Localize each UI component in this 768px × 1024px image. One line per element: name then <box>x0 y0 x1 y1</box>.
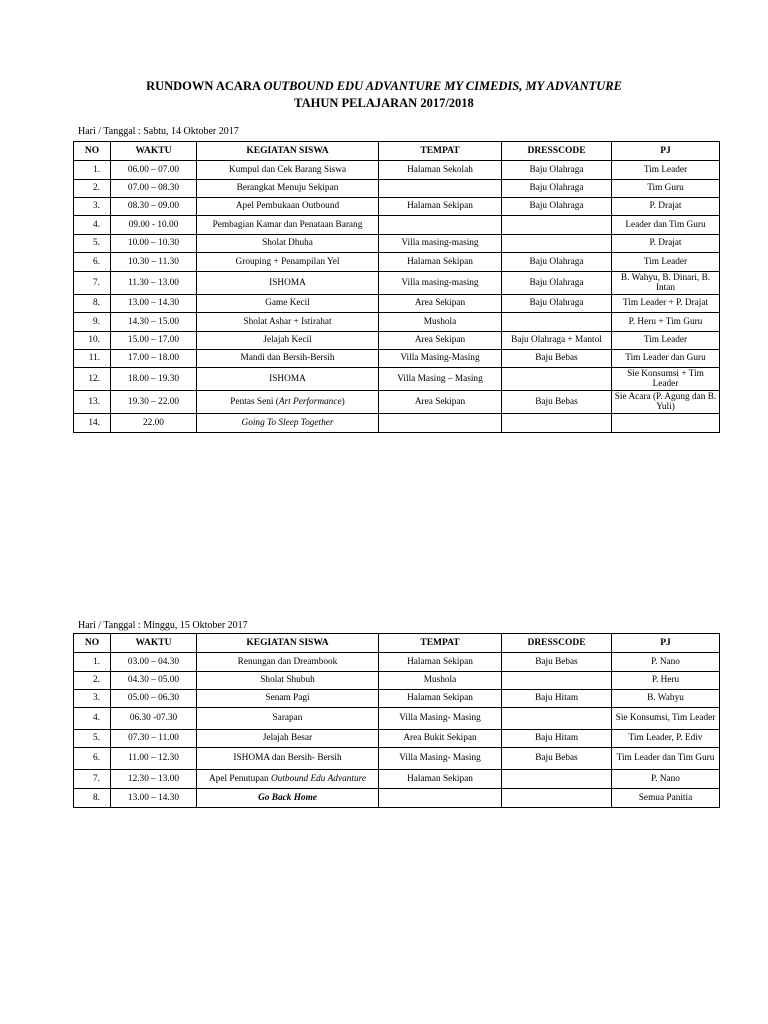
kegiatan-text: Kumpul dan Cek Barang Siswa <box>228 164 347 175</box>
kegiatan-text: Sholat Ashar + Istirahat <box>243 316 332 327</box>
table-row <box>74 332 720 350</box>
header-pj: PJ <box>612 634 720 653</box>
cell-kegiatan <box>197 272 379 295</box>
kegiatan-text: Sholat Shubuh <box>260 675 315 686</box>
cell-no: 6. <box>74 748 111 770</box>
cell-waktu: 05.00 – 06.30 <box>111 690 197 708</box>
table-row <box>74 272 720 295</box>
kegiatan-text: Pembagian Kamar dan Penataan Barang <box>212 219 363 230</box>
kegiatan-suffix-text: ) <box>341 396 345 407</box>
cell-waktu: 09.00 - 10.00 <box>111 216 197 235</box>
cell-waktu: 06.30 -07.30 <box>111 708 197 730</box>
title-prefix: RUNDOWN ACARA <box>146 79 264 93</box>
cell-no: 14. <box>74 414 111 433</box>
document-title-line1 <box>0 78 768 94</box>
kegiatan-text: Jelajah Kecil <box>263 335 312 346</box>
kegiatan-text: Sholat Dhuha <box>262 238 313 249</box>
cell-kegiatan <box>197 295 379 313</box>
cell-pj <box>612 414 720 433</box>
cell-tempat: Halaman Sekipan <box>379 198 502 216</box>
cell-no: 12. <box>74 368 111 391</box>
cell-waktu: 17.00 – 18.00 <box>111 350 197 368</box>
cell-dresscode: Baju Olahraga + Mantol <box>502 332 612 350</box>
header-dresscode: DRESSCODE <box>502 142 612 161</box>
cell-no: 11. <box>74 350 111 368</box>
table-row <box>74 295 720 313</box>
cell-waktu: 14.30 – 15.00 <box>111 313 197 332</box>
cell-tempat: Villa Masing- Masing <box>379 708 502 730</box>
cell-waktu: 15.00 – 17.00 <box>111 332 197 350</box>
kegiatan-text: Apel Pembukaan Outbound <box>235 201 340 212</box>
cell-pj: Tim Guru <box>612 180 720 198</box>
cell-pj: Semua Panitia <box>612 789 720 808</box>
cell-tempat <box>379 216 502 235</box>
header-no: NO <box>74 634 111 653</box>
cell-dresscode: Baju Olahraga <box>502 272 612 295</box>
header-pj: PJ <box>612 142 720 161</box>
kegiatan-bold-italic-text: Go Back Home <box>258 792 317 803</box>
day1-table-body <box>74 161 720 433</box>
cell-no: 1. <box>74 161 111 180</box>
cell-pj: P. Nano <box>612 770 720 789</box>
cell-waktu: 07.30 – 11.00 <box>111 730 197 748</box>
cell-no: 8. <box>74 295 111 313</box>
cell-no: 10. <box>74 332 111 350</box>
kegiatan-text: ISHOMA <box>269 373 306 384</box>
day2-date-label: Hari / Tanggal : Minggu, 15 Oktober 2017 <box>78 620 248 631</box>
cell-no: 7. <box>74 770 111 789</box>
cell-no: 2. <box>74 672 111 690</box>
kegiatan-italic-text: Art Performance <box>278 396 342 407</box>
cell-kegiatan <box>197 216 379 235</box>
cell-kegiatan <box>197 708 379 730</box>
kegiatan-text: Jelajah Besar <box>262 733 313 744</box>
cell-dresscode: Baju Bebas <box>502 391 612 414</box>
cell-no: 13. <box>74 391 111 414</box>
cell-pj: Tim Leader dan Guru <box>612 350 720 368</box>
cell-tempat: Area Sekipan <box>379 332 502 350</box>
day1-date-label: Hari / Tanggal : Sabtu, 14 Oktober 2017 <box>78 126 239 137</box>
kegiatan-text: Berangkat Menuju Sekipan <box>236 183 339 194</box>
cell-no: 3. <box>74 690 111 708</box>
day2-table-body <box>74 653 720 808</box>
cell-waktu: 06.00 – 07.00 <box>111 161 197 180</box>
cell-kegiatan <box>197 748 379 770</box>
cell-dresscode <box>502 313 612 332</box>
cell-pj: P. Drajat <box>612 198 720 216</box>
cell-dresscode: Baju Bebas <box>502 748 612 770</box>
cell-tempat: Halaman Sekipan <box>379 690 502 708</box>
table-header-row <box>74 142 720 161</box>
cell-pj: Sie Acara (P. Agung dan B. Yuli) <box>612 391 720 414</box>
cell-kegiatan <box>197 789 379 808</box>
cell-tempat: Halaman Sekipan <box>379 770 502 789</box>
cell-waktu: 10.00 – 10.30 <box>111 235 197 253</box>
cell-waktu: 13.00 – 14.30 <box>111 295 197 313</box>
cell-dresscode <box>502 216 612 235</box>
cell-dresscode <box>502 414 612 433</box>
cell-dresscode: Baju Bebas <box>502 350 612 368</box>
cell-tempat: Area Sekipan <box>379 391 502 414</box>
document-title-line2: TAHUN PELAJARAN 2017/2018 <box>294 96 474 110</box>
table-row <box>74 161 720 180</box>
cell-no: 3. <box>74 198 111 216</box>
header-kegiatan: KEGIATAN SISWA <box>197 634 379 653</box>
table-row <box>74 748 720 770</box>
table-row <box>74 180 720 198</box>
cell-waktu: 10.30 – 11.30 <box>111 253 197 272</box>
cell-dresscode: Baju Olahraga <box>502 161 612 180</box>
cell-pj: Tim Leader dan Tim Guru <box>612 748 720 770</box>
cell-no: 4. <box>74 708 111 730</box>
title-event-name: OUTBOUND EDU ADVANTURE MY CIMEDIS, MY ADVANTURE <box>263 79 622 93</box>
header-tempat: TEMPAT <box>379 634 502 653</box>
cell-pj: P. Heru <box>612 672 720 690</box>
cell-tempat: Villa masing-masing <box>379 272 502 295</box>
cell-no: 1. <box>74 653 111 672</box>
cell-tempat: Mushola <box>379 672 502 690</box>
cell-waktu: 19.30 – 22.00 <box>111 391 197 414</box>
cell-kegiatan <box>197 350 379 368</box>
cell-tempat: Halaman Sekolah <box>379 161 502 180</box>
cell-waktu: 18.00 – 19.30 <box>111 368 197 391</box>
cell-tempat: Villa Masing – Masing <box>379 368 502 391</box>
kegiatan-text: Renungan dan Dreambook <box>237 656 338 667</box>
cell-kegiatan <box>197 253 379 272</box>
cell-kegiatan <box>197 414 379 433</box>
cell-kegiatan <box>197 653 379 672</box>
kegiatan-italic-text: Outbound Edu Advanture <box>270 773 366 784</box>
table-row <box>74 391 720 414</box>
kegiatan-text: Grouping + Penampilan Yel <box>235 256 340 267</box>
kegiatan-text: Apel Penutupan <box>209 773 271 784</box>
kegiatan-italic-text: Going To Sleep Together <box>241 417 334 428</box>
cell-kegiatan <box>197 391 379 414</box>
cell-kegiatan <box>197 332 379 350</box>
cell-tempat: Mushola <box>379 313 502 332</box>
header-waktu: WAKTU <box>111 634 197 653</box>
cell-pj: Tim Leader + P. Drajat <box>612 295 720 313</box>
cell-dresscode <box>502 368 612 391</box>
cell-waktu: 11.00 – 12.30 <box>111 748 197 770</box>
cell-tempat: Area Bukit Sekipan <box>379 730 502 748</box>
header-tempat: TEMPAT <box>379 142 502 161</box>
cell-waktu: 03.00 – 04.30 <box>111 653 197 672</box>
cell-waktu: 22.00 <box>111 414 197 433</box>
cell-dresscode <box>502 770 612 789</box>
cell-no: 8. <box>74 789 111 808</box>
cell-dresscode <box>502 708 612 730</box>
cell-pj: Tim Leader <box>612 253 720 272</box>
cell-no: 6. <box>74 253 111 272</box>
cell-no: 7. <box>74 272 111 295</box>
cell-no: 2. <box>74 180 111 198</box>
cell-dresscode: Baju Hitam <box>502 730 612 748</box>
cell-pj: B. Wahyu, B. Dinari, B. Intan <box>612 272 720 295</box>
table-row <box>74 235 720 253</box>
cell-tempat <box>379 789 502 808</box>
kegiatan-text: Pentas Seni ( <box>230 396 279 407</box>
cell-no: 9. <box>74 313 111 332</box>
table-row <box>74 789 720 808</box>
table-row <box>74 770 720 789</box>
cell-pj: Tim Leader <box>612 332 720 350</box>
table-row <box>74 414 720 433</box>
day1-schedule-table <box>73 141 720 433</box>
cell-kegiatan <box>197 235 379 253</box>
cell-kegiatan <box>197 730 379 748</box>
cell-dresscode: Baju Olahraga <box>502 253 612 272</box>
cell-no: 4. <box>74 216 111 235</box>
cell-dresscode <box>502 235 612 253</box>
cell-pj: Tim Leader <box>612 161 720 180</box>
table-row <box>74 216 720 235</box>
table-row <box>74 350 720 368</box>
table-row <box>74 198 720 216</box>
cell-pj: Sie Konsumsi + Tim Leader <box>612 368 720 391</box>
kegiatan-text: ISHOMA dan Bersih- Bersih <box>233 753 342 764</box>
table-row <box>74 313 720 332</box>
cell-waktu: 13.00 – 14.30 <box>111 789 197 808</box>
kegiatan-text: Mandi dan Bersih-Bersih <box>240 353 335 364</box>
cell-tempat: Area Sekipan <box>379 295 502 313</box>
kegiatan-text: Senam Pagi <box>265 693 310 704</box>
header-no: NO <box>74 142 111 161</box>
cell-kegiatan <box>197 180 379 198</box>
cell-waktu: 04.30 – 05.00 <box>111 672 197 690</box>
cell-waktu: 07.00 – 08.30 <box>111 180 197 198</box>
cell-waktu: 11.30 – 13.00 <box>111 272 197 295</box>
cell-kegiatan <box>197 313 379 332</box>
table-row <box>74 730 720 748</box>
cell-tempat: Halaman Sekipan <box>379 653 502 672</box>
kegiatan-text: Sarapan <box>272 713 303 724</box>
cell-pj: B. Wahyu <box>612 690 720 708</box>
cell-tempat: Villa Masing-Masing <box>379 350 502 368</box>
cell-dresscode <box>502 672 612 690</box>
cell-no: 5. <box>74 730 111 748</box>
table-row <box>74 368 720 391</box>
cell-kegiatan <box>197 198 379 216</box>
table-row <box>74 653 720 672</box>
cell-dresscode: Baju Hitam <box>502 690 612 708</box>
cell-pj: P. Heru + Tim Guru <box>612 313 720 332</box>
cell-pj: P. Drajat <box>612 235 720 253</box>
cell-dresscode <box>502 789 612 808</box>
cell-kegiatan <box>197 368 379 391</box>
cell-tempat <box>379 180 502 198</box>
cell-kegiatan <box>197 690 379 708</box>
cell-pj: Tim Leader, P. Ediv <box>612 730 720 748</box>
cell-no: 5. <box>74 235 111 253</box>
cell-tempat <box>379 414 502 433</box>
cell-pj: P. Nano <box>612 653 720 672</box>
cell-pj: Leader dan Tim Guru <box>612 216 720 235</box>
table-row <box>74 708 720 730</box>
cell-tempat: Halaman Sekipan <box>379 253 502 272</box>
cell-dresscode: Baju Olahraga <box>502 198 612 216</box>
cell-dresscode: Baju Bebas <box>502 653 612 672</box>
kegiatan-text: Game Kecil <box>265 298 310 309</box>
cell-kegiatan <box>197 672 379 690</box>
header-dresscode: DRESSCODE <box>502 634 612 653</box>
table-row <box>74 253 720 272</box>
header-kegiatan: KEGIATAN SISWA <box>197 142 379 161</box>
cell-tempat: Villa Masing- Masing <box>379 748 502 770</box>
table-row <box>74 690 720 708</box>
cell-waktu: 08.30 – 09.00 <box>111 198 197 216</box>
day2-schedule-table <box>73 633 720 808</box>
cell-dresscode: Baju Olahraga <box>502 295 612 313</box>
table-header-row <box>74 634 720 653</box>
cell-kegiatan <box>197 161 379 180</box>
cell-waktu: 12.30 – 13.00 <box>111 770 197 789</box>
cell-dresscode: Baju Olahraga <box>502 180 612 198</box>
cell-tempat: Villa masing-masing <box>379 235 502 253</box>
header-waktu: WAKTU <box>111 142 197 161</box>
cell-pj: Sie Konsumsi, Tim Leader <box>612 708 720 730</box>
kegiatan-text: ISHOMA <box>269 277 306 288</box>
cell-kegiatan <box>197 770 379 789</box>
table-row <box>74 672 720 690</box>
